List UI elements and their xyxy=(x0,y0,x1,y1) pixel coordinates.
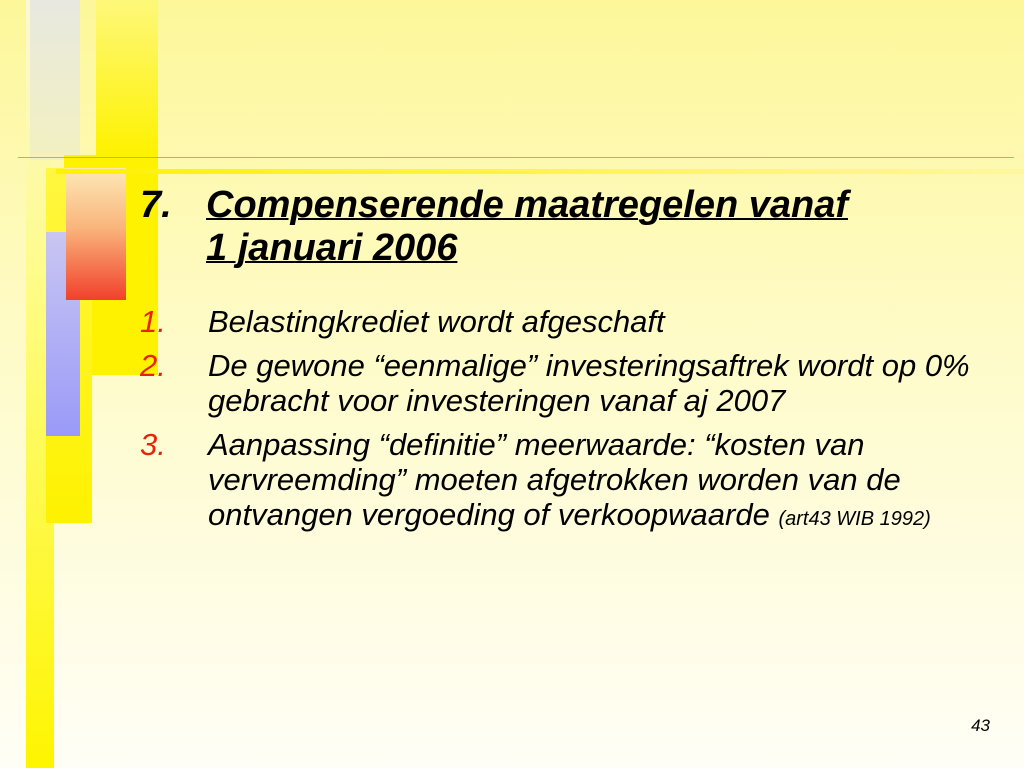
list-marker: 3. xyxy=(140,427,166,462)
page-number: 43 xyxy=(971,716,990,735)
legal-reference: (art43 WIB 1992) xyxy=(778,508,931,530)
measures-list xyxy=(140,304,1000,546)
decor-bar-red xyxy=(66,168,126,300)
title-line-1: Compenserende maatregelen vanaf xyxy=(206,184,849,226)
list-item-text: De gewone “eenmalige” investeringsaftrek wordt op 0% gebracht voor investeringen vanaf aj 2007 xyxy=(208,348,970,418)
list-item xyxy=(140,427,1000,537)
title-line-2: 1 januari 2006 xyxy=(206,227,458,269)
list-item xyxy=(140,348,1000,418)
list-marker: 2. xyxy=(140,348,166,383)
list-item xyxy=(140,304,1000,339)
title-number: 7. xyxy=(140,184,172,226)
slide-title xyxy=(140,184,1000,270)
decor-divider-band xyxy=(56,169,1024,174)
list-item-text: Belastingkrediet wordt afgeschaft xyxy=(208,304,665,339)
list-item-text: Aanpassing “definitie” meerwaarde: “kosten van vervreemding” moeten afgetrokken worden van de ontvangen vergoeding of verkoopwaarde xyxy=(208,427,901,532)
decor-bar-grey xyxy=(30,0,80,160)
decor-bar-yellow-top-right xyxy=(96,0,158,155)
decor-divider-line xyxy=(18,157,1014,158)
list-marker: 1. xyxy=(140,304,166,339)
